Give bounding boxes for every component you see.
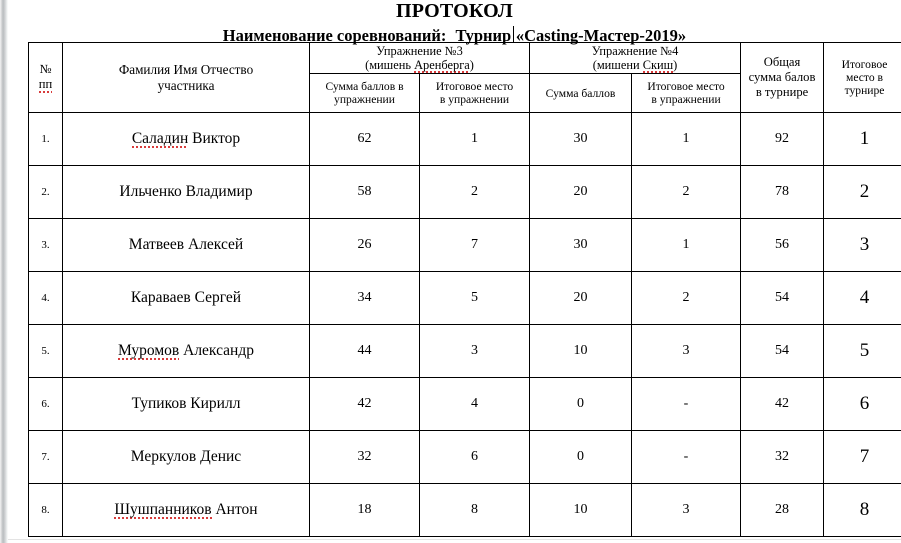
- final-place: 1: [824, 113, 901, 166]
- header-ex4-sum: [530, 74, 632, 113]
- row-index: 2.: [29, 166, 63, 219]
- final-place: 6: [824, 378, 901, 431]
- exercise4-score: 30: [530, 219, 632, 272]
- participant-name: Караваев Сергей: [63, 272, 310, 325]
- row-index: 1.: [29, 113, 63, 166]
- misspelled-word: Муромов: [118, 342, 180, 359]
- exercise3-place: 8: [420, 484, 530, 537]
- header-final-line2: место в: [846, 71, 884, 84]
- exercise3-score: 44: [310, 325, 420, 378]
- exercise3-score: 32: [310, 431, 420, 484]
- table-body: [29, 113, 901, 537]
- header-total-line1: Общая: [763, 55, 801, 69]
- header-index-line2: пп: [39, 77, 52, 94]
- text-cursor-caret: [513, 26, 515, 43]
- competition-title: «Casting-Мастер-2019»: [515, 26, 687, 45]
- exercise4-place: 3: [632, 484, 741, 537]
- header-total-score: [741, 43, 824, 113]
- final-place: 5: [824, 325, 901, 378]
- header-ex3-place-line2: в упражнении: [439, 93, 510, 106]
- header-group-exercise-3: [310, 43, 530, 74]
- page-bottom-edge: [8, 539, 901, 543]
- exercise4-place: 1: [632, 219, 741, 272]
- header-ex3-place: [420, 74, 530, 113]
- header-ex4-place-line1: Итоговое место: [647, 80, 725, 93]
- row-index: 6.: [29, 378, 63, 431]
- total-score: 92: [741, 113, 824, 166]
- exercise3-place: 4: [420, 378, 530, 431]
- header-name-line2: участника: [157, 77, 215, 93]
- total-score: 28: [741, 484, 824, 537]
- row-index: 8.: [29, 484, 63, 537]
- table-row: [29, 325, 901, 378]
- participant-name: [63, 113, 310, 166]
- exercise3-score: 18: [310, 484, 420, 537]
- participant-name: Тупиков Кирилл: [63, 378, 310, 431]
- header-final-line3: турнире: [844, 84, 885, 97]
- participant-name: [63, 325, 310, 378]
- header-participant-name: [63, 43, 310, 113]
- exercise4-score: 20: [530, 272, 632, 325]
- exercise4-place: 3: [632, 325, 741, 378]
- header-index: [29, 43, 63, 113]
- exercise4-place: 1: [632, 113, 741, 166]
- exercise3-score: 34: [310, 272, 420, 325]
- document-page: [8, 0, 901, 543]
- header-ex4-place-line2: в упражнении: [651, 93, 721, 106]
- table-row: [29, 219, 901, 272]
- total-score: 42: [741, 378, 824, 431]
- table-row: [29, 272, 901, 325]
- total-score: 56: [741, 219, 824, 272]
- exercise4-score: 0: [530, 431, 632, 484]
- exercise4-place: 2: [632, 166, 741, 219]
- exercise4-score: 30: [530, 113, 632, 166]
- header-ex3-sum-line2: упражнении: [334, 93, 395, 106]
- exercise4-place: -: [632, 378, 741, 431]
- misspelled-word: Шушпанников: [114, 501, 212, 518]
- total-score: 78: [741, 166, 824, 219]
- header-group-ex4-line1: Упражнение №4: [591, 44, 679, 58]
- final-place: 4: [824, 272, 901, 325]
- row-index: 7.: [29, 431, 63, 484]
- header-group-exercise-4: [530, 43, 741, 74]
- exercise3-place: 5: [420, 272, 530, 325]
- header-ex3-sum: [310, 74, 420, 113]
- exercise3-score: 26: [310, 219, 420, 272]
- total-score: 54: [741, 272, 824, 325]
- header-total-line3: в турнире: [755, 85, 809, 99]
- exercise4-score: 10: [530, 484, 632, 537]
- participant-name: Ильченко Владимир: [63, 166, 310, 219]
- exercise3-place: 7: [420, 219, 530, 272]
- row-index: 4.: [29, 272, 63, 325]
- participant-name: Матвеев Алексей: [63, 219, 310, 272]
- final-place: 2: [824, 166, 901, 219]
- exercise3-score: 58: [310, 166, 420, 219]
- table-row: [29, 484, 901, 537]
- header-ex4-sum-line1: Сумма баллов: [545, 86, 616, 100]
- row-index: 3.: [29, 219, 63, 272]
- page-title: ПРОТОКОЛ: [396, 0, 513, 22]
- header-group-ex3-line2: (мишень Аренберга): [365, 58, 474, 72]
- exercise3-place: 3: [420, 325, 530, 378]
- total-score: 54: [741, 325, 824, 378]
- exercise4-place: 2: [632, 272, 741, 325]
- misspelled-word-skish: Скиш: [642, 58, 674, 72]
- misspelled-word-arenberg: Аренберга: [414, 58, 470, 72]
- exercise4-score: 0: [530, 378, 632, 431]
- total-score: 32: [741, 431, 824, 484]
- header-final-line1: Итоговое: [841, 58, 888, 71]
- participant-name: [63, 484, 310, 537]
- exercise3-place: 6: [420, 431, 530, 484]
- header-ex4-place: [632, 74, 741, 113]
- table-header-group-row: [29, 43, 901, 74]
- exercise3-score: 42: [310, 378, 420, 431]
- header-index-line1: №: [39, 61, 52, 76]
- competition-type: Турнир: [455, 26, 512, 45]
- header-ex3-place-line1: Итоговое место: [435, 80, 514, 93]
- exercise3-place: 2: [420, 166, 530, 219]
- header-group-ex3-line1: Упражнение №3: [376, 44, 463, 58]
- left-margin-gutter: [0, 0, 8, 543]
- row-index: 5.: [29, 325, 63, 378]
- participant-name-rest: Александр: [179, 342, 254, 359]
- competition-name-label: Наименование соревнований:: [222, 26, 447, 45]
- exercise4-score: 20: [530, 166, 632, 219]
- table-row: [29, 113, 901, 166]
- participant-name: Меркулов Денис: [63, 431, 310, 484]
- header-ex3-sum-line1: Сумма баллов в: [325, 80, 404, 93]
- table-row: [29, 166, 901, 219]
- table-row: [29, 378, 901, 431]
- misspelled-word: Саладин: [131, 130, 189, 147]
- participant-name-rest: Виктор: [188, 130, 241, 147]
- exercise4-score: 10: [530, 325, 632, 378]
- header-group-ex4-line2: (мишени Скиш): [592, 58, 678, 72]
- exercise3-place: 1: [420, 113, 530, 166]
- final-place: 8: [824, 484, 901, 537]
- exercise3-score: 62: [310, 113, 420, 166]
- header-total-line2: сумма балов: [748, 70, 816, 84]
- final-place: 3: [824, 219, 901, 272]
- protocol-table: [28, 42, 901, 537]
- final-place: 7: [824, 431, 901, 484]
- table-row: [29, 431, 901, 484]
- exercise4-place: -: [632, 431, 741, 484]
- header-name-line1: Фамилия Имя Отчество: [118, 61, 254, 77]
- participant-name-rest: Антон: [211, 501, 258, 518]
- header-final-place: [824, 43, 901, 113]
